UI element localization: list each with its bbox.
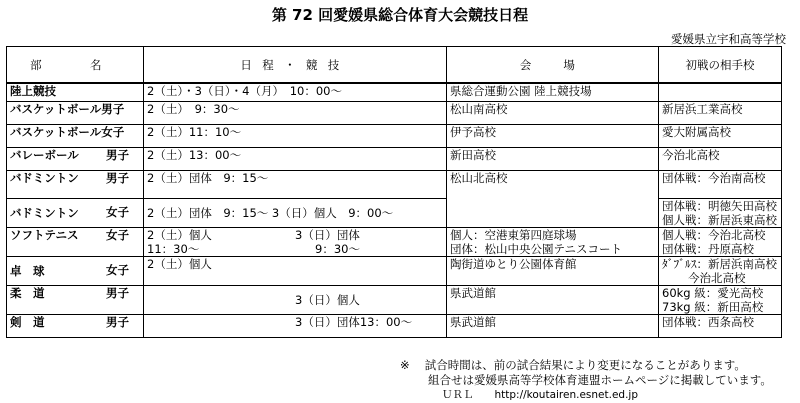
venue-cell: 県総合運動公園 陸上競技場	[447, 83, 659, 102]
url-link[interactable]: http://koutairen.esnet.ed.jp	[494, 389, 639, 401]
schedule-cell: 2（土）個人 3（日）団体 11：30～ 9：30～	[144, 228, 447, 257]
school-name: 愛媛県立宇和高等学校	[671, 32, 786, 46]
opponent-cell: 新居浜工業高校	[659, 102, 782, 125]
note-line-1: ※ 試合時間は、前の試合結果により変更になることがあります。	[400, 358, 746, 372]
header-schedule: 日程・競技	[144, 47, 447, 84]
dept-cell: バスケットボール女子	[7, 125, 144, 148]
schedule-cell: 3（日）個人	[144, 286, 447, 315]
header-dept: 部 名	[7, 47, 144, 84]
venue-cell: 個人：空港東第四庭球場 団体：松山中央公園テニスコート	[447, 228, 659, 257]
table-row	[7, 199, 782, 228]
note-line-2: 組合せは愛媛県高等学校体育連盟ホームページに掲載しています。	[428, 373, 772, 387]
dept-cell: バスケットボール男子	[7, 102, 144, 125]
opponent-cell: 団体戦：明徳矢田高校 個人戦：新居浜東高校	[659, 199, 782, 228]
venue-cell: 新田高校	[447, 148, 659, 171]
url-line: ＵＲＬ http://koutairen.esnet.ed.jp	[442, 389, 639, 401]
venue-cell: 伊予高校	[447, 125, 659, 148]
opponent-cell: 個人戦：今治北高校 団体戦：丹原高校	[659, 228, 782, 257]
schedule-cell: 2（土）個人	[144, 257, 447, 286]
header-venue: 会 場	[447, 47, 659, 84]
dept-cell: 陸上競技	[7, 83, 144, 102]
dept-cell: 柔 道 男子	[7, 286, 144, 315]
venue-cell: 県武道館	[447, 286, 659, 315]
opponent-cell: 今治北高校	[659, 148, 782, 171]
table-row	[7, 125, 782, 148]
venue-cell: 県武道館	[447, 315, 659, 338]
table-row	[7, 148, 782, 171]
header-row	[7, 47, 782, 84]
schedule-cell: 2（土）団体 9：15～ 3（日）個人 9：00～	[144, 199, 447, 228]
table-row	[7, 286, 782, 315]
opponent-cell: ﾀﾞﾌﾞﾙｽ：新居浜南高校 今治北高校	[659, 257, 782, 286]
opponent-cell: 愛大附属高校	[659, 125, 782, 148]
table-row	[7, 102, 782, 125]
opponent-cell	[659, 83, 782, 102]
venue-cell: 陶街道ゆとり公園体育館	[447, 257, 659, 286]
opponent-cell: 60kg 級：愛光高校 73kg 級：新田高校	[659, 286, 782, 315]
opponent-cell: 団体戦：西条高校	[659, 315, 782, 338]
header-opponent: 初戦の相手校	[659, 47, 782, 84]
schedule-table	[6, 46, 782, 338]
note-mark: ※	[400, 358, 410, 372]
table-row	[7, 83, 782, 102]
schedule-cell: 2（土）団体 9：15～	[144, 171, 447, 199]
dept-cell: バレーボール 男子	[7, 148, 144, 171]
schedule-cell: 2（土）11：10～	[144, 125, 447, 148]
schedule-cell: 3（日）団体13：00～	[144, 315, 447, 338]
table-row	[7, 171, 782, 199]
dept-cell: バドミントン 男子	[7, 171, 144, 199]
schedule-cell: 2（土） 9：30～	[144, 102, 447, 125]
table-row	[7, 257, 782, 286]
dept-cell: 卓 球 女子	[7, 257, 144, 286]
page-title: 第 72 回愛媛県総合体育大会競技日程	[271, 6, 529, 24]
dept-cell: 剣 道 男子	[7, 315, 144, 338]
dept-cell: ソフトテニス 女子	[7, 228, 144, 257]
table-row	[7, 315, 782, 338]
schedule-cell: 2（土）・3（日）・4（月） 10：00～	[144, 83, 447, 102]
opponent-cell: 団体戦：今治南高校	[659, 171, 782, 199]
table-row	[7, 228, 782, 257]
venue-cell: 松山北高校	[447, 171, 659, 228]
venue-cell: 松山南高校	[447, 102, 659, 125]
dept-cell: バドミントン 女子	[7, 199, 144, 228]
schedule-cell: 2（土）13：00～	[144, 148, 447, 171]
